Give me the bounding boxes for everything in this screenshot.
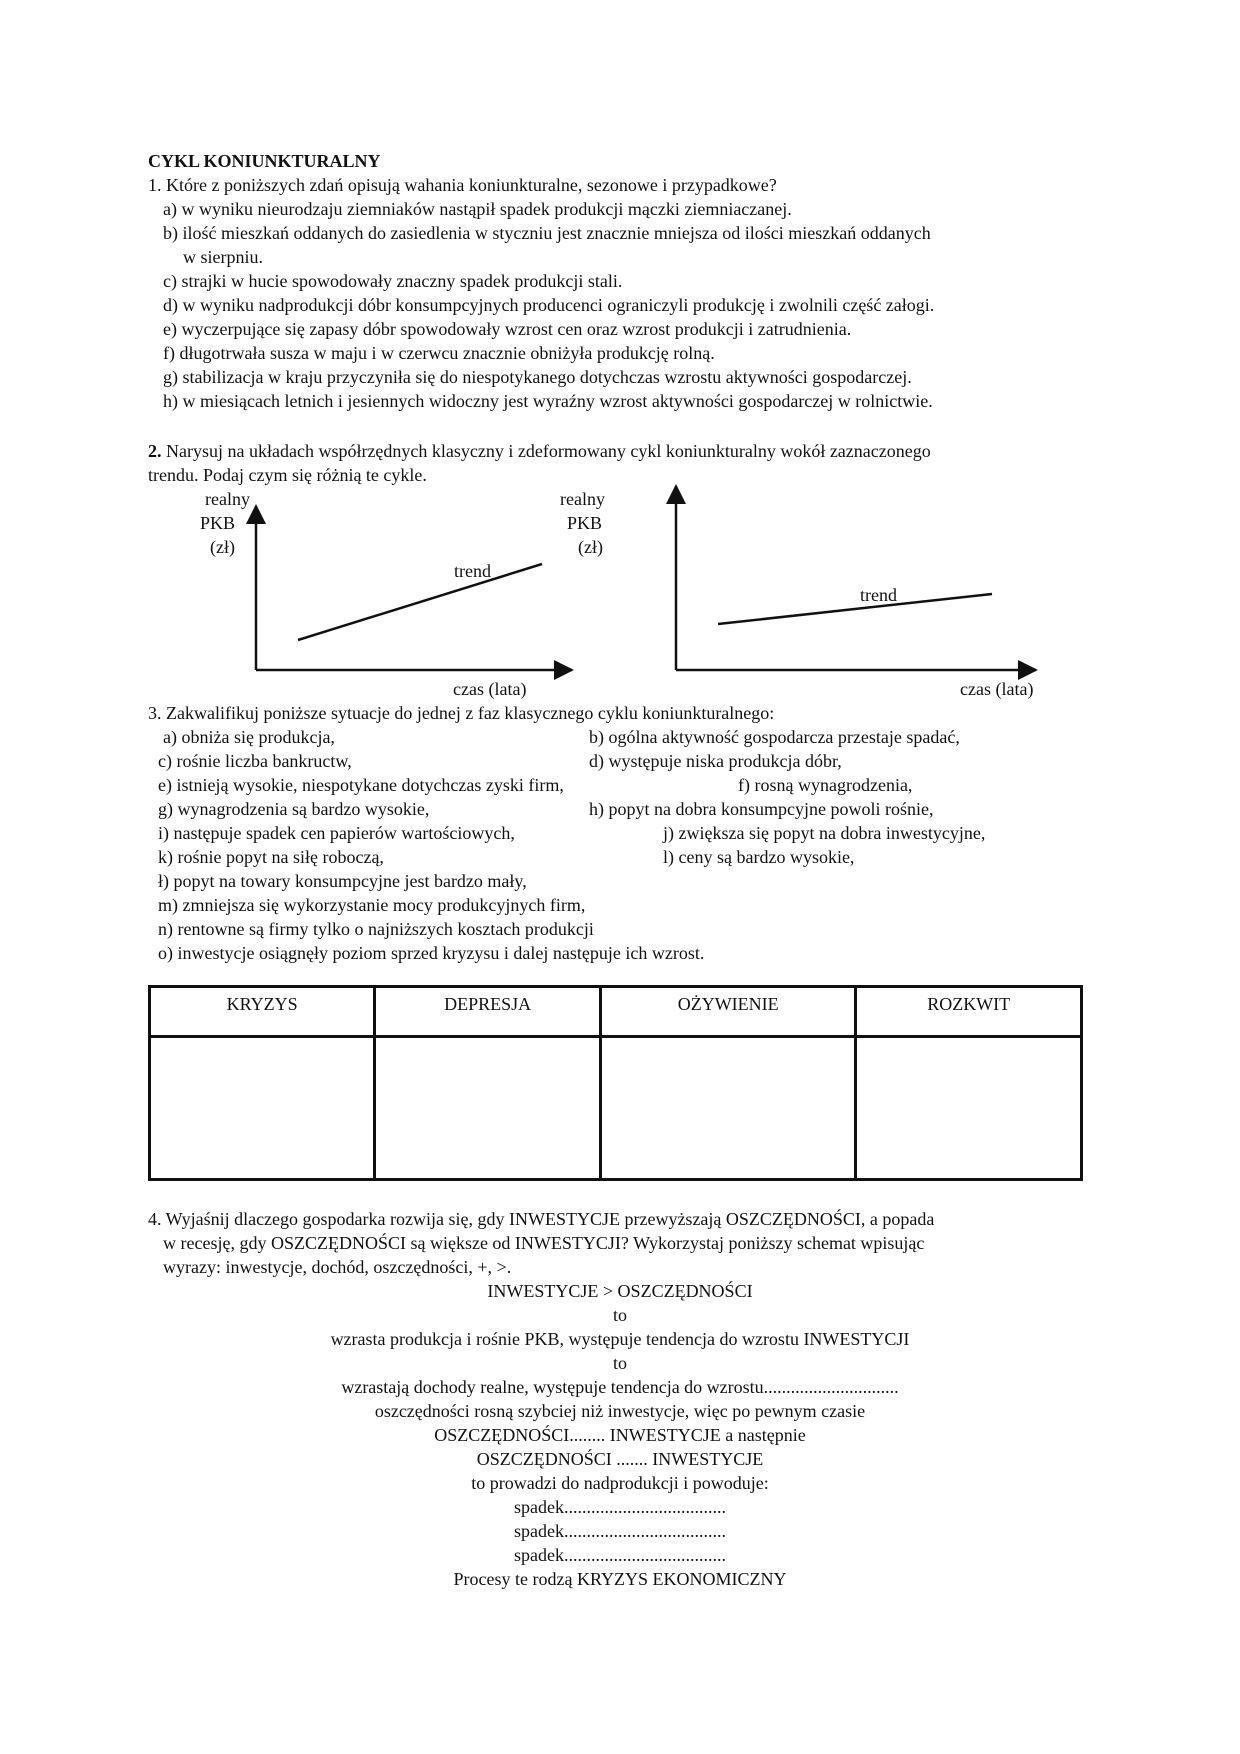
phase-cell-kryzys[interactable] [150, 1037, 375, 1180]
q3-item-f: f) rosną wynagrodzenia, [738, 775, 913, 795]
graph2-y-label-3: (zł) [578, 537, 603, 557]
scheme-line-6: oszczędności rosną szybciej niż inwestycje, więc po pewnym czasie [374, 1401, 866, 1421]
graph1-y-label-1: realny [205, 489, 250, 509]
q1-item-g: g) stabilizacja w kraju przyczyniła się do niespotykanego dotychczas wzrostu aktywności gospodarczej. [163, 367, 912, 387]
scheme-line-10: spadek.................................... [514, 1497, 726, 1517]
q3-item-l: l) ceny są bardzo wysokie, [663, 847, 855, 867]
q1-item-c: c) strajki w hucie spowodowały znaczny spadek produkcji stali. [163, 271, 623, 291]
q3-item-i: i) następuje spadek cen papierów wartościowych, [158, 823, 515, 843]
q1-item-a: a) w wyniku nieurodzaju ziemniaków nastąpił spadek produkcji mączki ziemniaczanej. [163, 199, 792, 219]
q3-item-j: j) zwiększa się popyt na dobra inwestycyjne, [663, 823, 986, 843]
scheme-line-8: OSZCZĘDNOŚCI ....... INWESTYCJE [476, 1449, 764, 1469]
q3-item-n: n) rentowne są firmy tylko o najniższych kosztach produkcji [158, 919, 594, 939]
graph1-trend-label: trend [454, 561, 491, 581]
phase-table-answer-row [150, 1037, 1082, 1180]
scheme-line-12: spadek.................................... [514, 1545, 726, 1565]
graph1-y-label-3: (zł) [210, 537, 235, 557]
graph1-trend-line [298, 564, 542, 640]
graph1-x-label: czas (lata) [453, 679, 527, 699]
q4-line1: 4. Wyjaśnij dlaczego gospodarka rozwija się, gdy INWESTYCJE przewyższają OSZCZĘDNOŚCI, a popada [148, 1209, 935, 1229]
q3-item-l-stroke: ł) popyt na towary konsumpcyjne jest bardzo mały, [158, 871, 527, 891]
q3-question: 3. Zakwalifikuj poniższe sytuacje do jednej z faz klasycznego cyklu koniunkturalnego: [148, 703, 775, 723]
scheme-line-2: to [612, 1305, 627, 1325]
q1-item-e: e) wyczerpujące się zapasy dóbr spowodowały wzrost cen oraz wzrost produkcji i zatrudnienia. [163, 319, 852, 339]
graph2-trend-label: trend [860, 585, 897, 605]
scheme-line-5: wzrastają dochody realne, występuje tendencja do wzrostu.............................. [341, 1377, 899, 1397]
q3-item-b: b) ogólna aktywność gospodarcza przestaje spadać, [589, 727, 960, 747]
scheme-line-7: OSZCZĘDNOŚCI........ INWESTYCJE a następnie [434, 1425, 806, 1445]
phase-table [148, 985, 1083, 1181]
q3-item-k: k) rośnie popyt na siłę roboczą, [158, 847, 384, 867]
q3-item-m: m) zmniejsza się wykorzystanie mocy produkcyjnych firm, [158, 895, 586, 915]
q3-item-g: g) wynagrodzenia są bardzo wysokie, [158, 799, 430, 819]
q2-line1-text: Narysuj na układach współrzędnych klasyczny i zdeformowany cykl koniunkturalny wokół zaznaczonego [166, 441, 931, 461]
phase-cell-ozywienie[interactable] [601, 1037, 856, 1180]
q3-item-o: o) inwestycje osiągnęły poziom sprzed kryzysu i dalej następuje ich wzrost. [158, 943, 705, 963]
phase-header-kryzys: KRYZYS [150, 987, 375, 1037]
scheme-line-4: to [612, 1353, 627, 1373]
graph1 [256, 506, 572, 670]
q1-item-f: f) długotrwała susza w maju i w czerwcu znacznie obniżyła produkcję rolną. [163, 343, 715, 363]
scheme-line-3: wzrasta produkcja i rośnie PKB, występuje tendencja do wzrostu INWESTYCJI [330, 1329, 910, 1349]
q1-item-b-cont: w sierpniu. [183, 247, 263, 267]
phase-cell-depresja[interactable] [375, 1037, 601, 1180]
q2-line2: trendu. Podaj czym się różnią te cykle. [148, 465, 427, 485]
q1-question: 1. Które z poniższych zdań opisują wahania koniunkturalne, sezonowe i przypadkowe? [148, 175, 777, 195]
graph2-y-label-1: realny [560, 489, 605, 509]
q3-item-c: c) rośnie liczba bankructw, [158, 751, 352, 771]
graph2 [676, 486, 1036, 670]
q3-item-e: e) istnieją wysokie, niespotykane dotychczas zyski firm, [158, 775, 564, 795]
phase-cell-rozkwit[interactable] [856, 1037, 1082, 1180]
page-title: CYKL KONIUNKTURALNY [148, 151, 381, 171]
phase-header-rozkwit: ROZKWIT [856, 987, 1082, 1037]
phase-header-ozywienie: OŻYWIENIE [601, 987, 856, 1037]
q1-item-d: d) w wyniku nadprodukcji dóbr konsumpcyjnych producenci ograniczyli produkcję i zwolnili część załogi. [163, 295, 935, 315]
graph2-y-label-2: PKB [567, 513, 603, 533]
scheme-line-11: spadek.................................... [514, 1521, 726, 1541]
q1-item-b: b) ilość mieszkań oddanych do zasiedlenia w styczniu jest znacznie mniejsza od ilości mieszkań oddanych [163, 223, 931, 243]
graph2-trend-line [718, 594, 992, 624]
q2-number: 2. [148, 441, 162, 461]
phase-header-depresja: DEPRESJA [375, 987, 601, 1037]
q3-item-h: h) popyt na dobra konsumpcyjne powoli rośnie, [589, 799, 934, 819]
q3-item-d: d) występuje niska produkcja dóbr, [589, 751, 842, 771]
graph2-x-label: czas (lata) [960, 679, 1034, 699]
graph1-y-label-2: PKB [200, 513, 236, 533]
q4-line3: wyrazy: inwestycje, dochód, oszczędności, +, >. [163, 1257, 512, 1277]
phase-table-header-row [150, 987, 1082, 1037]
scheme-line-9: to prowadzi do nadprodukcji i powoduje: [471, 1473, 769, 1493]
q3-item-a: a) obniża się produkcja, [163, 727, 335, 747]
q4-line2: w recesję, gdy OSZCZĘDNOŚCI są większe od INWESTYCJI? Wykorzystaj poniższy schemat wpisując [163, 1233, 925, 1253]
q1-item-h: h) w miesiącach letnich i jesiennych widoczny jest wyraźny wzrost aktywności gospodarczej w rolnictwie. [163, 391, 933, 411]
scheme-line-13: Procesy te rodzą KRYZYS EKONOMICZNY [453, 1569, 787, 1589]
scheme-line-1: INWESTYCJE > OSZCZĘDNOŚCI [487, 1281, 753, 1301]
